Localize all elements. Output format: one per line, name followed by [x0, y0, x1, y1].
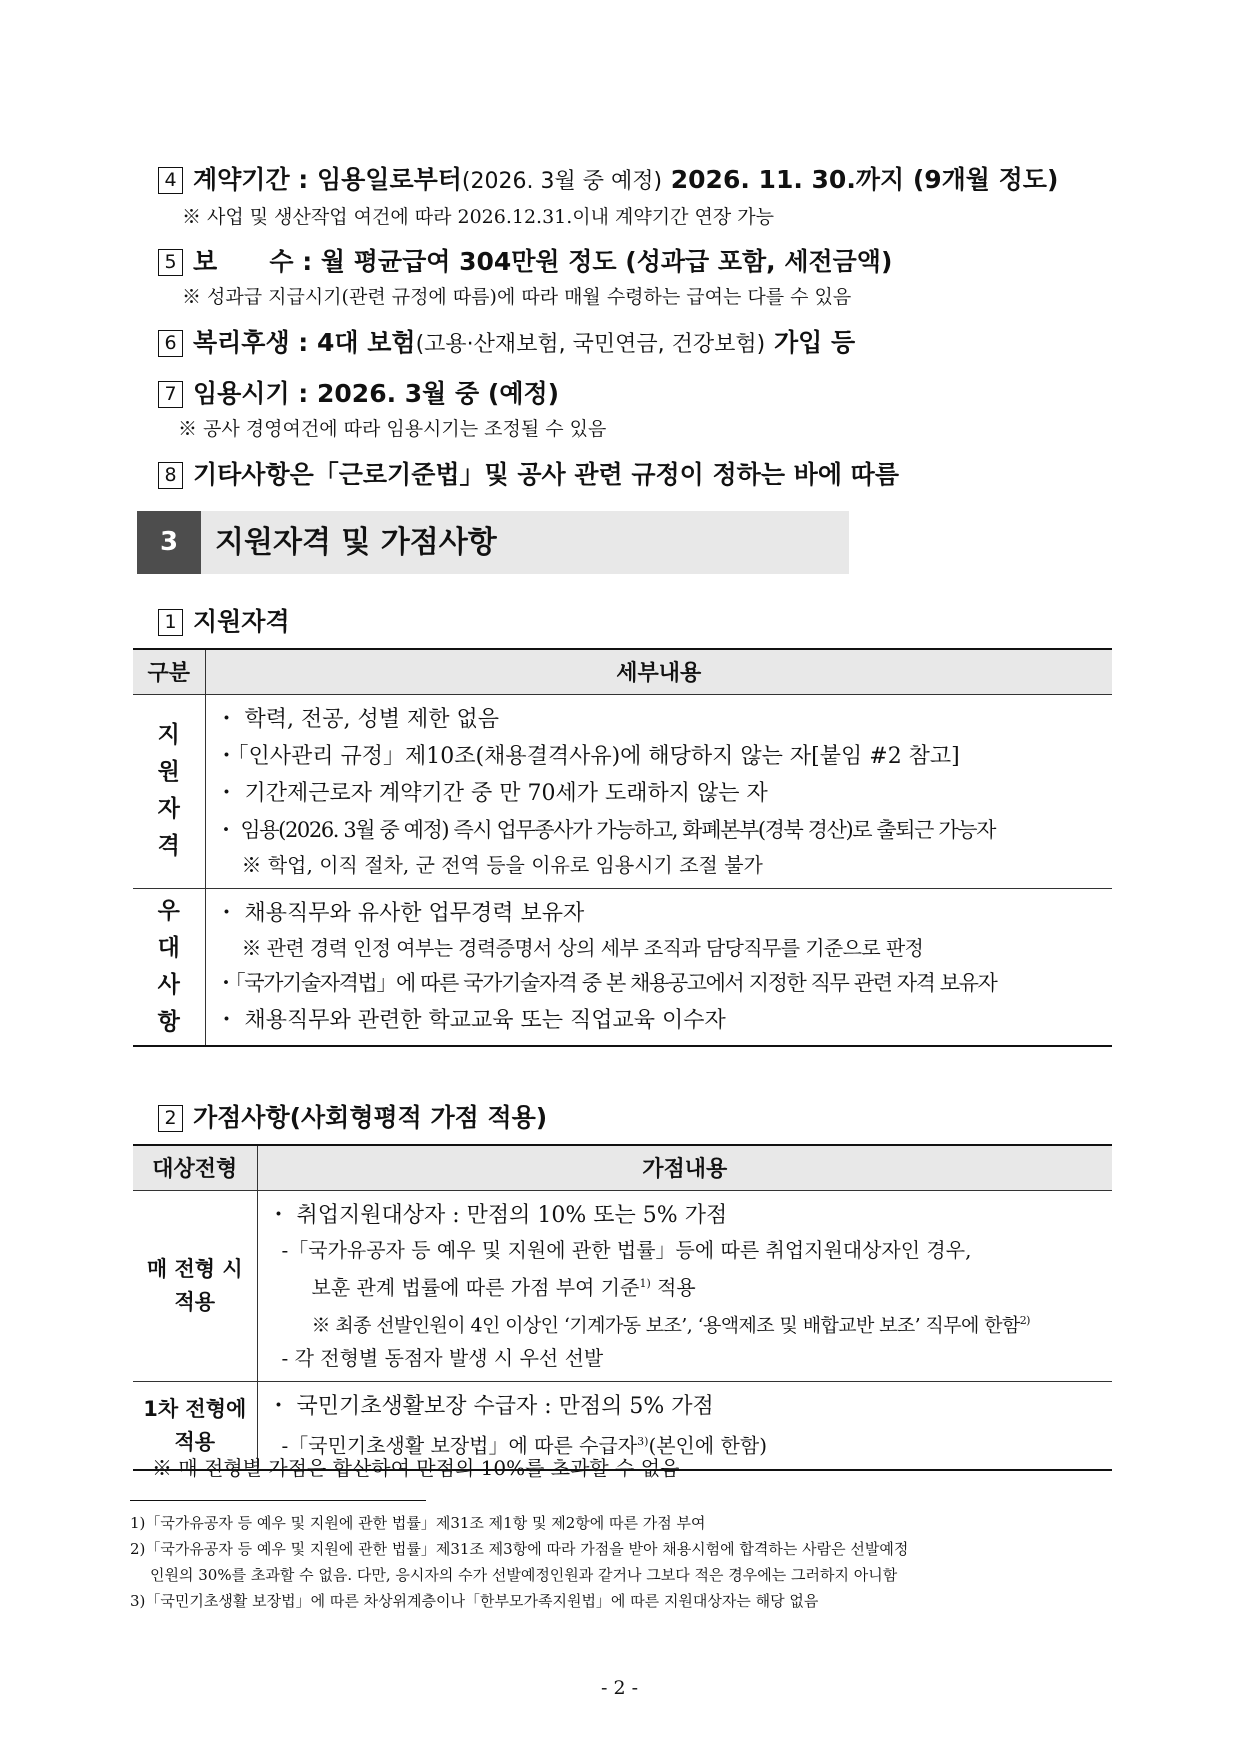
section-title: 지원자격 및 가점사항 [215, 525, 497, 560]
section-heading [137, 511, 849, 574]
row-content [257, 1190, 1112, 1382]
item-number-box: 6 [158, 330, 183, 357]
list-subitem: -「국가유공자 등 예우 및 지원에 관한 법률」등에 따른 취업지원대상자인 경우, [281, 1237, 972, 1262]
list-item: ・「인사관리 규정」제10조(채용결격사유)에 해당하지 않는 자[붙임 #2 참고] [215, 743, 960, 769]
table-row [133, 888, 1112, 1046]
list-item: ・ 국민기초생활보장 수급자 : 만점의 5% 가점 [267, 1394, 714, 1420]
footnote-ref: 3) [637, 1435, 649, 1449]
item-other [158, 455, 899, 491]
row-label: 매 전형 시 적용 [133, 1190, 257, 1382]
list-note: ※ 학업, 이직 절차, 군 전역 등을 이유로 임용시기 조절 불가 [241, 852, 763, 877]
subheading-bonus [158, 1098, 547, 1134]
item-detail: (2026. 3월 중 예정) [461, 169, 663, 194]
footnote: 2)「국가유공자 등 예우 및 지원에 관한 법률」제31조 제3항에 따라 가점을 받아 채용시험에 합격하는 사람은 선발예정 [130, 1540, 909, 1558]
row-label: 지 원 자 격 [133, 694, 205, 888]
item-strong: 가입 등 [773, 328, 856, 357]
footnote: 1)「국가유공자 등 예우 및 지원에 관한 법률」제31조 제1항 및 제2항에 따른 가점 부여 [130, 1514, 706, 1532]
page-number: - 2 - [600, 1677, 638, 1699]
list-item: ・ 임용(2026. 3월 중 예정) 즉시 업무종사가 가능하고, 화폐본부(경북 경산)로 출퇴근 가능자 [215, 817, 996, 842]
item-number-box: 4 [158, 167, 183, 194]
subheading-eligibility [158, 602, 290, 638]
footnote-ref: 1) [639, 1276, 651, 1290]
list-subitem: -「국민기초생활 보장법」에 따른 수급자$^{3)}$(본인에 한함) [281, 1434, 768, 1459]
item-label: 복리후생 : 4대 보험 [193, 328, 416, 357]
list-item: ・ 채용직무와 관련한 학교교육 또는 직업교육 이수자 [215, 1007, 726, 1033]
row-content [205, 694, 1112, 888]
list-item: ・ 학력, 전공, 성별 제한 없음 [215, 706, 499, 732]
table-row [133, 1190, 1112, 1382]
item-contract-period [158, 160, 1058, 196]
item-number-box: 1 [158, 609, 183, 636]
table-row [133, 694, 1112, 888]
table-header-row [133, 649, 1112, 694]
item-label: 기타사항은「근로기준법」및 공사 관련 규정이 정하는 바에 따름 [193, 460, 899, 489]
subheading-title: 가점사항(사회형평적 가점 적용) [193, 1103, 548, 1132]
table-header: 세부내용 [205, 649, 1112, 694]
item-label: 계약기간 : 임용일로부터 [193, 165, 462, 194]
list-item: ・ 취업지원대상자 : 만점의 10% 또는 5% 가점 [267, 1202, 728, 1228]
bonus-table [133, 1144, 1112, 1471]
item-number-box: 5 [158, 249, 183, 276]
footnote-divider [130, 1500, 426, 1501]
list-item: ・ 채용직무와 유사한 업무경력 보유자 [215, 900, 585, 926]
row-label: 우 대 사 항 [133, 888, 205, 1046]
item-label: 임용시기 : 2026. 3월 중 (예정) [193, 379, 560, 408]
item-welfare [158, 323, 855, 359]
list-note: ※ 최종 선발인원이 4인 이상인 ‘기계가동 보조’, ‘용액제조 및 배합교반 보조’ 직무에 한함$^{2)}$ [311, 1314, 1030, 1337]
table-header: 구분 [133, 649, 205, 694]
section-number: 3 [137, 511, 201, 574]
list-note: ※ 관련 경력 인정 여부는 경력증명서 상의 세부 조직과 담당직무를 기준으로 판정 [241, 935, 924, 960]
subheading-title: 지원자격 [193, 607, 290, 636]
hiring-time-note: ※ 공사 경영여건에 따라 임용시기는 조정될 수 있음 [178, 418, 607, 440]
list-subitem: - 각 전형별 동점자 발생 시 우선 선발 [281, 1346, 604, 1371]
footnote: 3)「국민기초생활 보장법」에 따른 차상위계층이나「한부모가족지원법」에 따른 지원대상자는 해당 없음 [130, 1592, 819, 1610]
table-header: 가점내용 [257, 1145, 1112, 1190]
table-header: 대상전형 [133, 1145, 257, 1190]
item-number-box: 8 [158, 462, 183, 489]
row-content [205, 888, 1112, 1046]
eligibility-table [133, 648, 1112, 1047]
list-item: ・ 기간제근로자 계약기간 중 만 70세가 도래하지 않는 자 [215, 780, 768, 806]
table-header-row [133, 1145, 1112, 1190]
list-subitem-cont: 보훈 관계 법률에 따른 가점 부여 기준$^{1)}$ 적용 [311, 1275, 696, 1300]
item-label: 보 수 : 월 평균급여 304만원 정도 (성과급 포함, 세전금액) [193, 247, 893, 276]
footnote-ref: 2) [1019, 1314, 1030, 1328]
item-number-box: 2 [158, 1105, 183, 1132]
item-detail: (고용·산재보험, 국민연금, 건강보험) [415, 332, 766, 357]
row-label: 1차 전형에 적용 [133, 1382, 257, 1470]
item-hiring-time [158, 374, 559, 410]
item-number-box: 7 [158, 381, 183, 408]
salary-note: ※ 성과급 지급시기(관련 규정에 따름)에 따라 매월 수령하는 급여는 다를 수 있음 [182, 286, 852, 308]
bonus-total-note: ※ 매 전형별 가점은 합산하여 만점의 10%를 초과할 수 없음 [152, 1456, 680, 1480]
item-strong: 2026. 11. 30.까지 (9개월 정도) [670, 165, 1059, 194]
footnote-cont: 인원의 30%를 초과할 수 없음. 다만, 응시자의 수가 선발예정인원과 같거나 그보다 적은 경우에는 그러하지 아니함 [150, 1566, 898, 1584]
contract-note: ※ 사업 및 생산작업 여건에 따라 2026.12.31.이내 계약기간 연장 가능 [182, 206, 774, 228]
item-salary [158, 242, 892, 278]
list-item: ・「국가기술자격법」에 따른 국가기술자격 중 본 채용공고에서 지정한 직무 관련 자격 보유자 [215, 970, 997, 995]
